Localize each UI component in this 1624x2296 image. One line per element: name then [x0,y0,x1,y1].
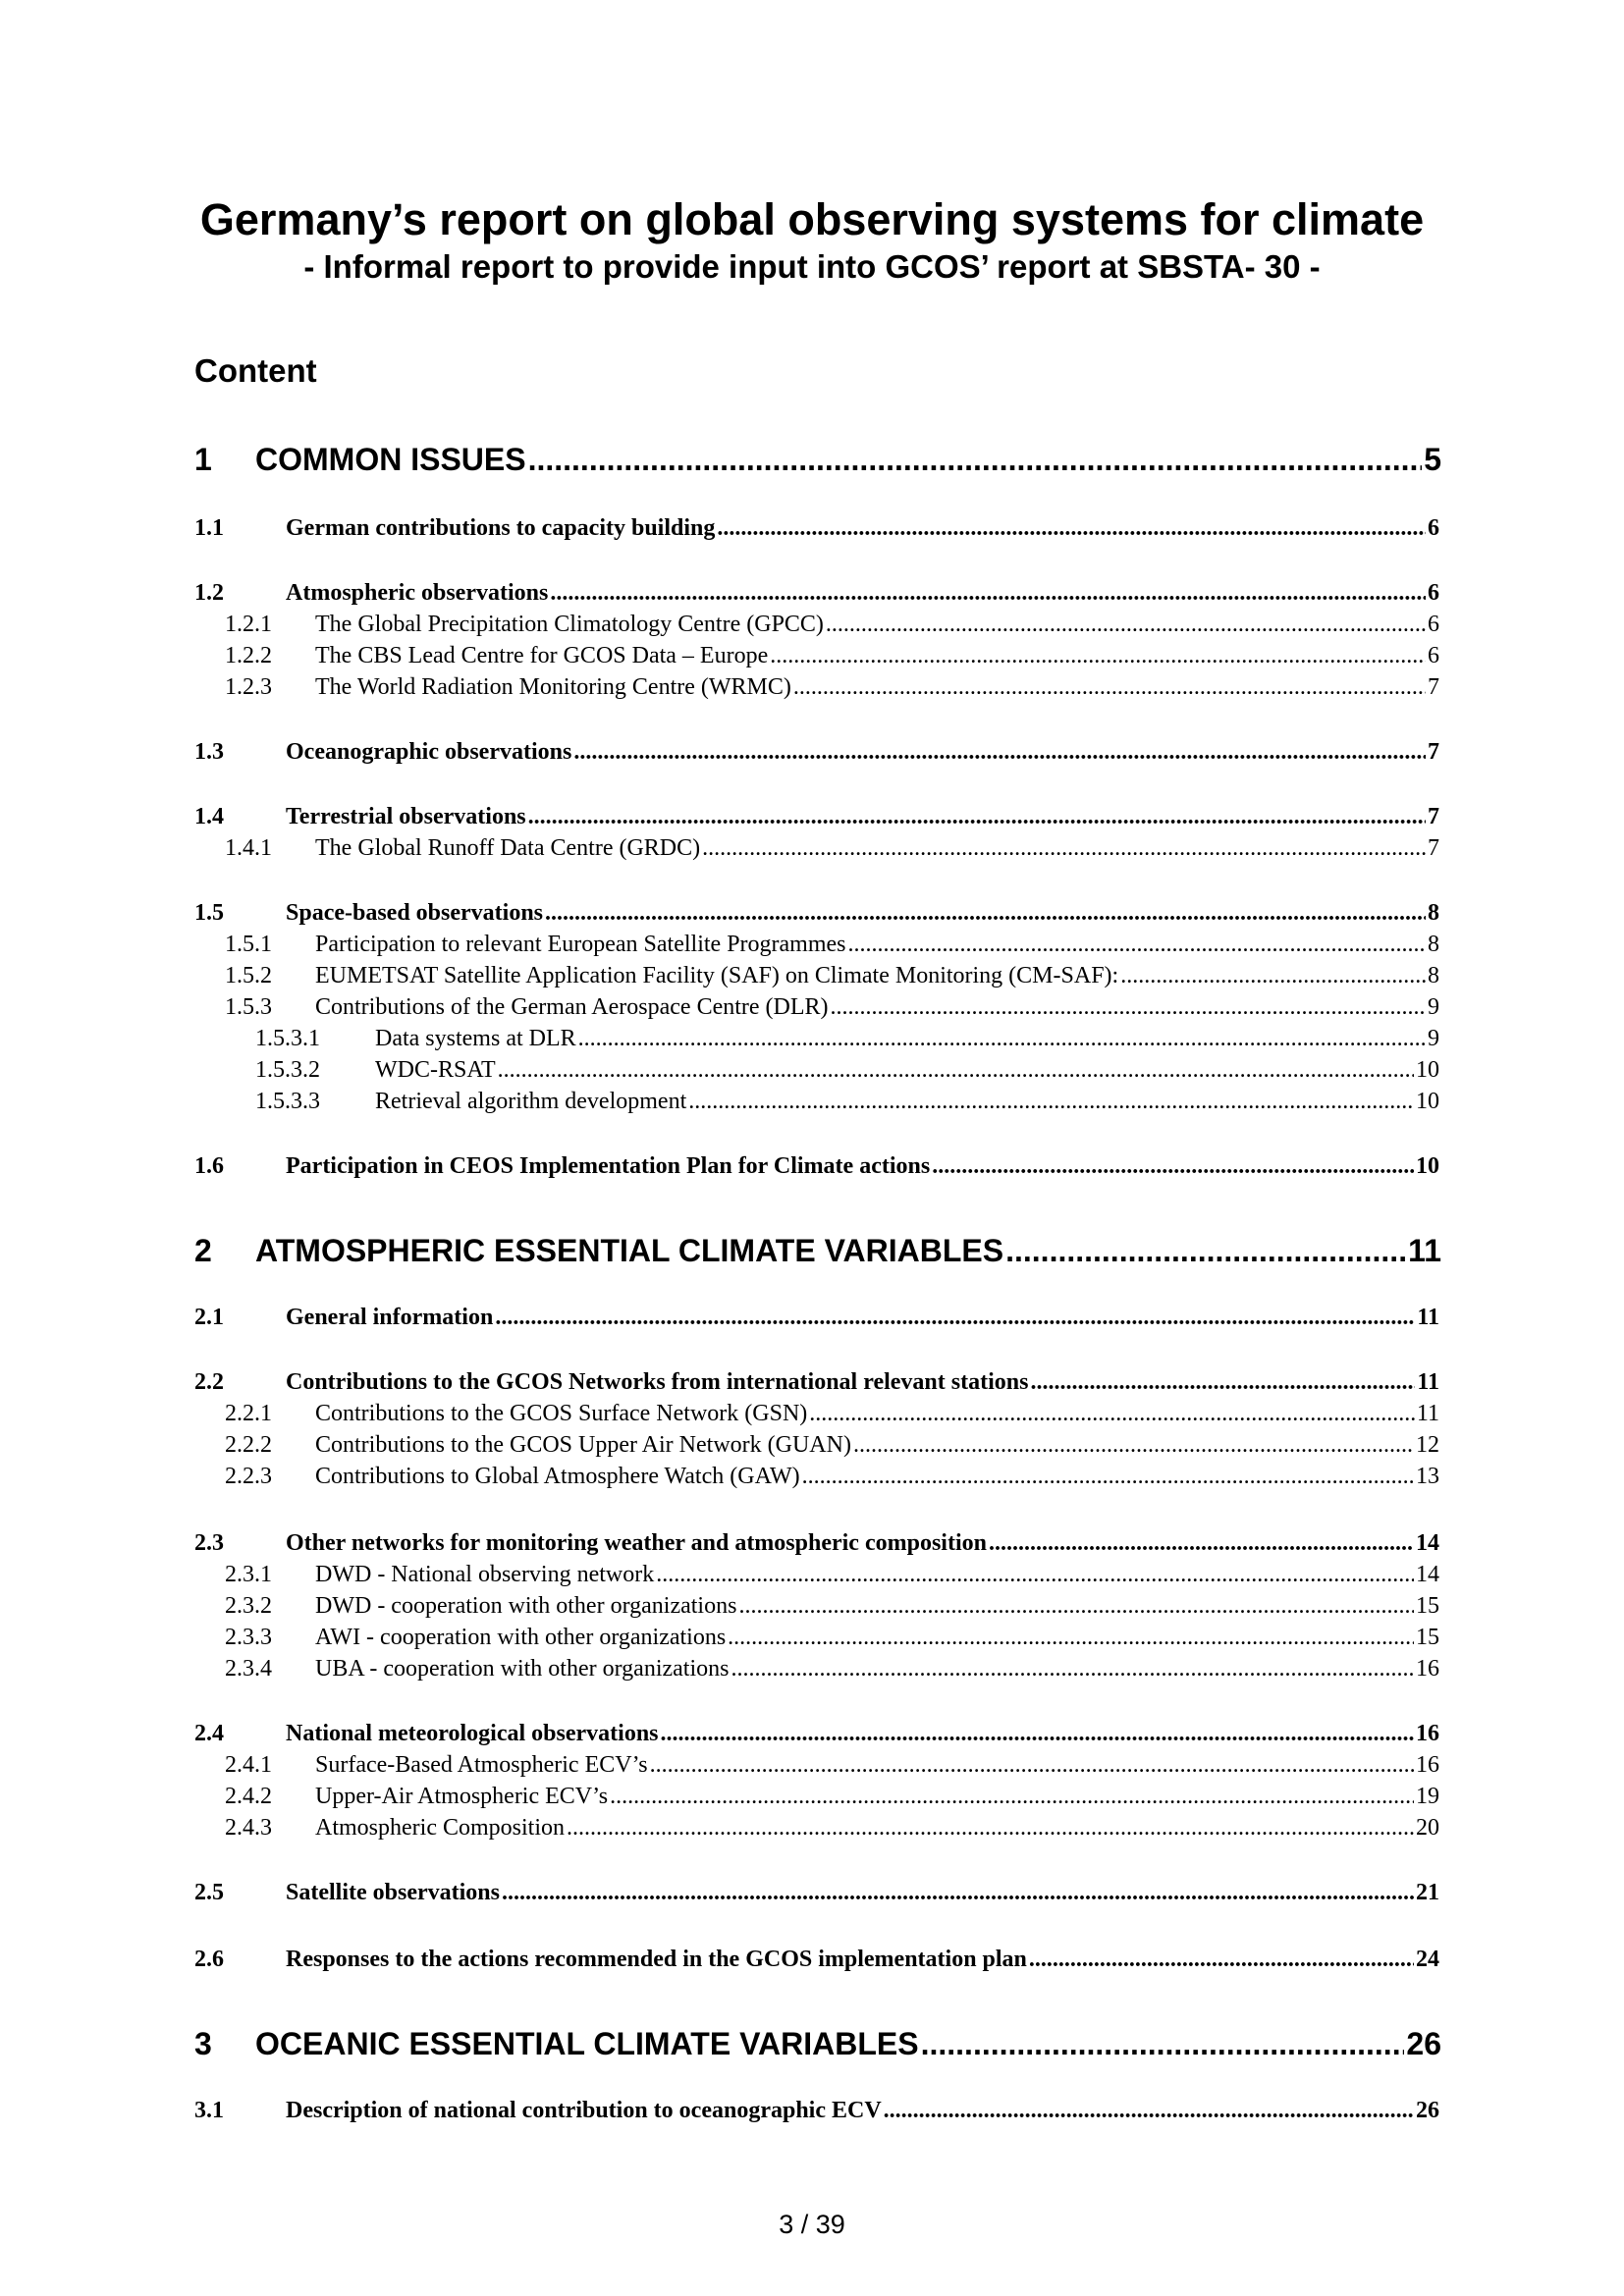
toc-entry-title: DWD - cooperation with other organizations [315,1593,737,1619]
toc-entry[interactable] [225,1653,1439,1684]
toc-entry-title: Contributions to the GCOS Networks from international relevant stations [286,1369,1029,1395]
toc-entry-number: 2.2.3 [225,1464,272,1489]
toc-entry[interactable] [225,609,1439,640]
toc-dot-leader [495,1302,1415,1333]
toc-entry-number: 1.3 [194,739,224,765]
toc-entry-title: The Global Runoff Data Centre (GRDC) [315,835,701,861]
toc-dot-leader [656,1559,1414,1590]
toc-entry-page: 19 [1416,1784,1439,1809]
toc-entry-page: 8 [1428,932,1439,957]
toc-entry[interactable] [194,1944,1439,1975]
toc-entry[interactable] [194,1150,1439,1182]
toc-entry-title: Description of national contribution to oceanographic ECV [286,2098,882,2123]
toc-entry[interactable] [194,1302,1439,1333]
toc-entry-page: 15 [1416,1593,1439,1619]
toc-entry[interactable] [225,1749,1439,1781]
toc-entry-page: 7 [1428,674,1439,700]
toc-entry-title: COMMON ISSUES [255,442,526,477]
toc-entry-title: OCEANIC ESSENTIAL CLIMATE VARIABLES [255,2026,919,2061]
toc-entry-number: 1.5.3.1 [255,1026,320,1051]
toc-entry-number: 1.5.3.2 [255,1057,320,1083]
toc-dot-leader [717,512,1426,544]
toc-entry-page: 21 [1416,1880,1439,1905]
toc-entry-title: Surface-Based Atmospheric ECV’s [315,1752,648,1778]
toc-entry-number: 2.3.4 [225,1656,272,1682]
toc-entry[interactable] [194,2022,1441,2065]
toc-entry-number: 1.5 [194,900,224,926]
toc-dot-leader [1030,1366,1415,1398]
toc-dot-leader [831,991,1426,1023]
toc-entry-number: 2.6 [194,1947,224,1972]
toc-entry-number: 1 [194,442,212,477]
toc-dot-leader [567,1812,1414,1843]
toc-dot-leader [809,1398,1415,1429]
toc-dot-leader [731,1653,1414,1684]
toc-entry-page: 16 [1416,1721,1439,1746]
toc-entry-number: 1.6 [194,1153,224,1179]
toc-entry[interactable] [225,1590,1439,1622]
toc-entry-title: Contributions of the German Aerospace Centre (DLR) [315,994,829,1020]
toc-entry[interactable] [194,1718,1439,1749]
toc-dot-leader [528,438,1423,481]
toc-entry-number: 1.2 [194,580,224,606]
toc-entry-page: 24 [1416,1947,1439,1972]
toc-entry[interactable] [194,2095,1439,2126]
toc-entry[interactable] [225,1429,1439,1461]
toc-dot-leader [688,1086,1414,1117]
toc-entry-page: 8 [1428,963,1439,988]
toc-entry-title: Retrieval algorithm development [375,1089,687,1114]
toc-dot-leader [884,2095,1414,2126]
toc-entry-page: 11 [1408,1233,1441,1268]
toc-entry-page: 16 [1416,1752,1439,1778]
toc-entry-page: 11 [1417,1369,1439,1395]
toc-entry[interactable] [255,1023,1439,1054]
toc-entry-page: 14 [1416,1562,1439,1587]
toc-entry[interactable] [255,1054,1439,1086]
toc-entry-number: 1.5.2 [225,963,272,988]
toc-entry-title: Contributions to the GCOS Upper Air Network (GUAN) [315,1432,851,1458]
toc-entry-page: 10 [1416,1153,1439,1179]
toc-entry[interactable] [225,1398,1439,1429]
toc-entry-page: 10 [1416,1057,1439,1083]
toc-entry-page: 12 [1416,1432,1439,1458]
toc-entry-page: 5 [1424,442,1441,477]
toc-entry-number: 2.2.1 [225,1401,272,1426]
toc-entry[interactable] [225,1781,1439,1812]
toc-entry-page: 9 [1428,994,1439,1020]
toc-dot-leader [802,1461,1414,1492]
toc-entry-title: The Global Precipitation Climatology Centre (GPCC) [315,612,824,637]
toc-entry-number: 1.2.1 [225,612,272,637]
toc-dot-leader [793,671,1426,703]
toc-entry-number: 2.1 [194,1305,224,1330]
toc-entry[interactable] [194,512,1439,544]
toc-dot-leader [502,1877,1414,1908]
toc-entry-page: 7 [1428,835,1439,861]
toc-dot-leader [728,1622,1414,1653]
toc-entry[interactable] [225,1812,1439,1843]
toc-entry[interactable] [194,897,1439,929]
toc-entry[interactable] [194,577,1439,609]
toc-entry-number: 1.2.3 [225,674,272,700]
toc-entry[interactable] [225,671,1439,703]
toc-dot-leader [770,640,1426,671]
toc-entry-title: Upper-Air Atmospheric ECV’s [315,1784,609,1809]
toc-entry-page: 6 [1428,643,1439,668]
toc-entry-page: 26 [1406,2026,1441,2061]
toc-entry-page: 11 [1417,1305,1439,1330]
toc-entry-page: 11 [1416,1401,1439,1426]
toc-entry[interactable] [225,960,1439,991]
toc-entry[interactable] [194,1527,1439,1559]
toc-entry-page: 13 [1416,1464,1439,1489]
toc-entry-page: 26 [1416,2098,1439,2123]
toc-entry-title: Atmospheric observations [286,580,549,606]
toc-entry-page: 7 [1428,739,1439,765]
page-number-footer: 3 / 39 [779,2210,845,2239]
toc-dot-leader [853,1429,1414,1461]
toc-entry-number: 1.5.3 [225,994,272,1020]
toc-entry-number: 1.4.1 [225,835,272,861]
toc-entry-page: 7 [1428,804,1439,829]
toc-entry-title: DWD - National observing network [315,1562,655,1587]
toc-entry-title: Satellite observations [286,1880,500,1905]
toc-dot-leader [932,1150,1414,1182]
toc-entry-number: 2.3.3 [225,1625,272,1650]
toc-entry[interactable] [225,991,1439,1023]
document-subtitle: - Informal report to provide input into GCOS’ report at SBSTA- 30 - [303,248,1321,285]
toc-entry[interactable] [225,1559,1439,1590]
toc-dot-leader [610,1781,1414,1812]
toc-dot-leader [989,1527,1414,1559]
toc-entry-number: 2.2.2 [225,1432,272,1458]
toc-entry-page: 10 [1416,1089,1439,1114]
toc-dot-leader [826,609,1426,640]
document-title: Germany’s report on global observing systems for climate [199,194,1425,244]
toc-entry-number: 1.5.3.3 [255,1089,320,1114]
toc-entry-title: AWI - cooperation with other organizations [315,1625,727,1650]
toc-entry[interactable] [194,736,1439,768]
toc-dot-leader [573,736,1426,768]
toc-dot-leader [848,929,1426,960]
toc-entry-title: Responses to the actions recommended in the GCOS implementation plan [286,1947,1027,1972]
toc-dot-leader [650,1749,1414,1781]
toc-entry-title: Contributions to the GCOS Surface Network (GSN) [315,1401,808,1426]
toc-entry-number: 2.4.2 [225,1784,272,1809]
toc-entry-number: 2.4.1 [225,1752,272,1778]
toc-entry-page: 8 [1428,900,1439,926]
toc-entry-number: 1.4 [194,804,224,829]
toc-entry-title: Data systems at DLR [375,1026,576,1051]
toc-dot-leader [1120,960,1426,991]
toc-entry-page: 6 [1428,612,1439,637]
toc-entry-title: ATMOSPHERIC ESSENTIAL CLIMATE VARIABLES [255,1233,1004,1268]
toc-entry-title: Other networks for monitoring weather and atmospheric composition [286,1530,987,1556]
toc-entry-title: Atmospheric Composition [315,1815,565,1841]
toc-entry-title: The CBS Lead Centre for GCOS Data – Europe [315,643,769,668]
toc-entry-number: 1.1 [194,515,224,541]
toc-entry-title: UBA - cooperation with other organizations [315,1656,730,1682]
content-heading: Content [194,352,317,389]
toc-entry[interactable] [225,640,1439,671]
toc-entry[interactable] [225,1461,1439,1492]
toc-dot-leader [921,2022,1405,2065]
toc-entry-title: Participation to relevant European Satellite Programmes [315,932,846,957]
toc-entry-title: German contributions to capacity building [286,515,716,541]
toc-entry-number: 1.5.1 [225,932,272,957]
toc-entry-number: 1.2.2 [225,643,272,668]
toc-entry[interactable] [194,438,1441,481]
toc-entry-page: 16 [1416,1656,1439,1682]
toc-dot-leader [550,577,1426,609]
toc-dot-leader [528,801,1426,832]
toc-entry[interactable] [255,1086,1439,1117]
toc-entry[interactable] [225,832,1439,864]
toc-entry-page: 9 [1428,1026,1439,1051]
toc-entry[interactable] [225,929,1439,960]
toc-entry-number: 3 [194,2026,212,2061]
toc-dot-leader [702,832,1426,864]
toc-entry-page: 14 [1416,1530,1439,1556]
toc-entry-number: 2.3 [194,1530,224,1556]
toc-dot-leader [498,1054,1414,1086]
toc-entry-title: EUMETSAT Satellite Application Facility (SAF) on Climate Monitoring (CM-SAF): [315,963,1119,988]
toc-entry-title: Oceanographic observations [286,739,572,765]
toc-entry-number: 2.5 [194,1880,224,1905]
toc-entry-title: National meteorological observations [286,1721,659,1746]
toc-entry-title: Participation in CEOS Implementation Plan for Climate actions [286,1153,931,1179]
toc-entry-page: 20 [1416,1815,1439,1841]
toc-entry-number: 3.1 [194,2098,224,2123]
toc-entry-page: 6 [1428,515,1439,541]
toc-dot-leader [545,897,1426,929]
toc-entry[interactable] [194,1366,1439,1398]
toc-entry-title: General information [286,1305,494,1330]
toc-entry-page: 6 [1428,580,1439,606]
toc-entry[interactable] [194,801,1439,832]
toc-entry[interactable] [225,1622,1439,1653]
toc-dot-leader [578,1023,1426,1054]
toc-entry-title: WDC-RSAT [375,1057,496,1083]
toc-dot-leader [738,1590,1414,1622]
toc-entry[interactable] [194,1877,1439,1908]
toc-entry-number: 2.3.1 [225,1562,272,1587]
toc-dot-leader [661,1718,1414,1749]
toc-entry-number: 2 [194,1233,212,1268]
toc-entry-title: Space-based observations [286,900,544,926]
toc-entry-number: 2.2 [194,1369,224,1395]
toc-entry-number: 2.4 [194,1721,224,1746]
toc-dot-leader [1005,1229,1406,1272]
toc-entry-title: Terrestrial observations [286,804,526,829]
toc-dot-leader [1029,1944,1414,1975]
toc-entry[interactable] [194,1229,1441,1272]
toc-entry-title: Contributions to Global Atmosphere Watch (GAW) [315,1464,800,1489]
toc-entry-number: 2.3.2 [225,1593,272,1619]
toc-entry-number: 2.4.3 [225,1815,272,1841]
toc-entry-title: The World Radiation Monitoring Centre (WRMC) [315,674,791,700]
toc-entry-page: 15 [1416,1625,1439,1650]
